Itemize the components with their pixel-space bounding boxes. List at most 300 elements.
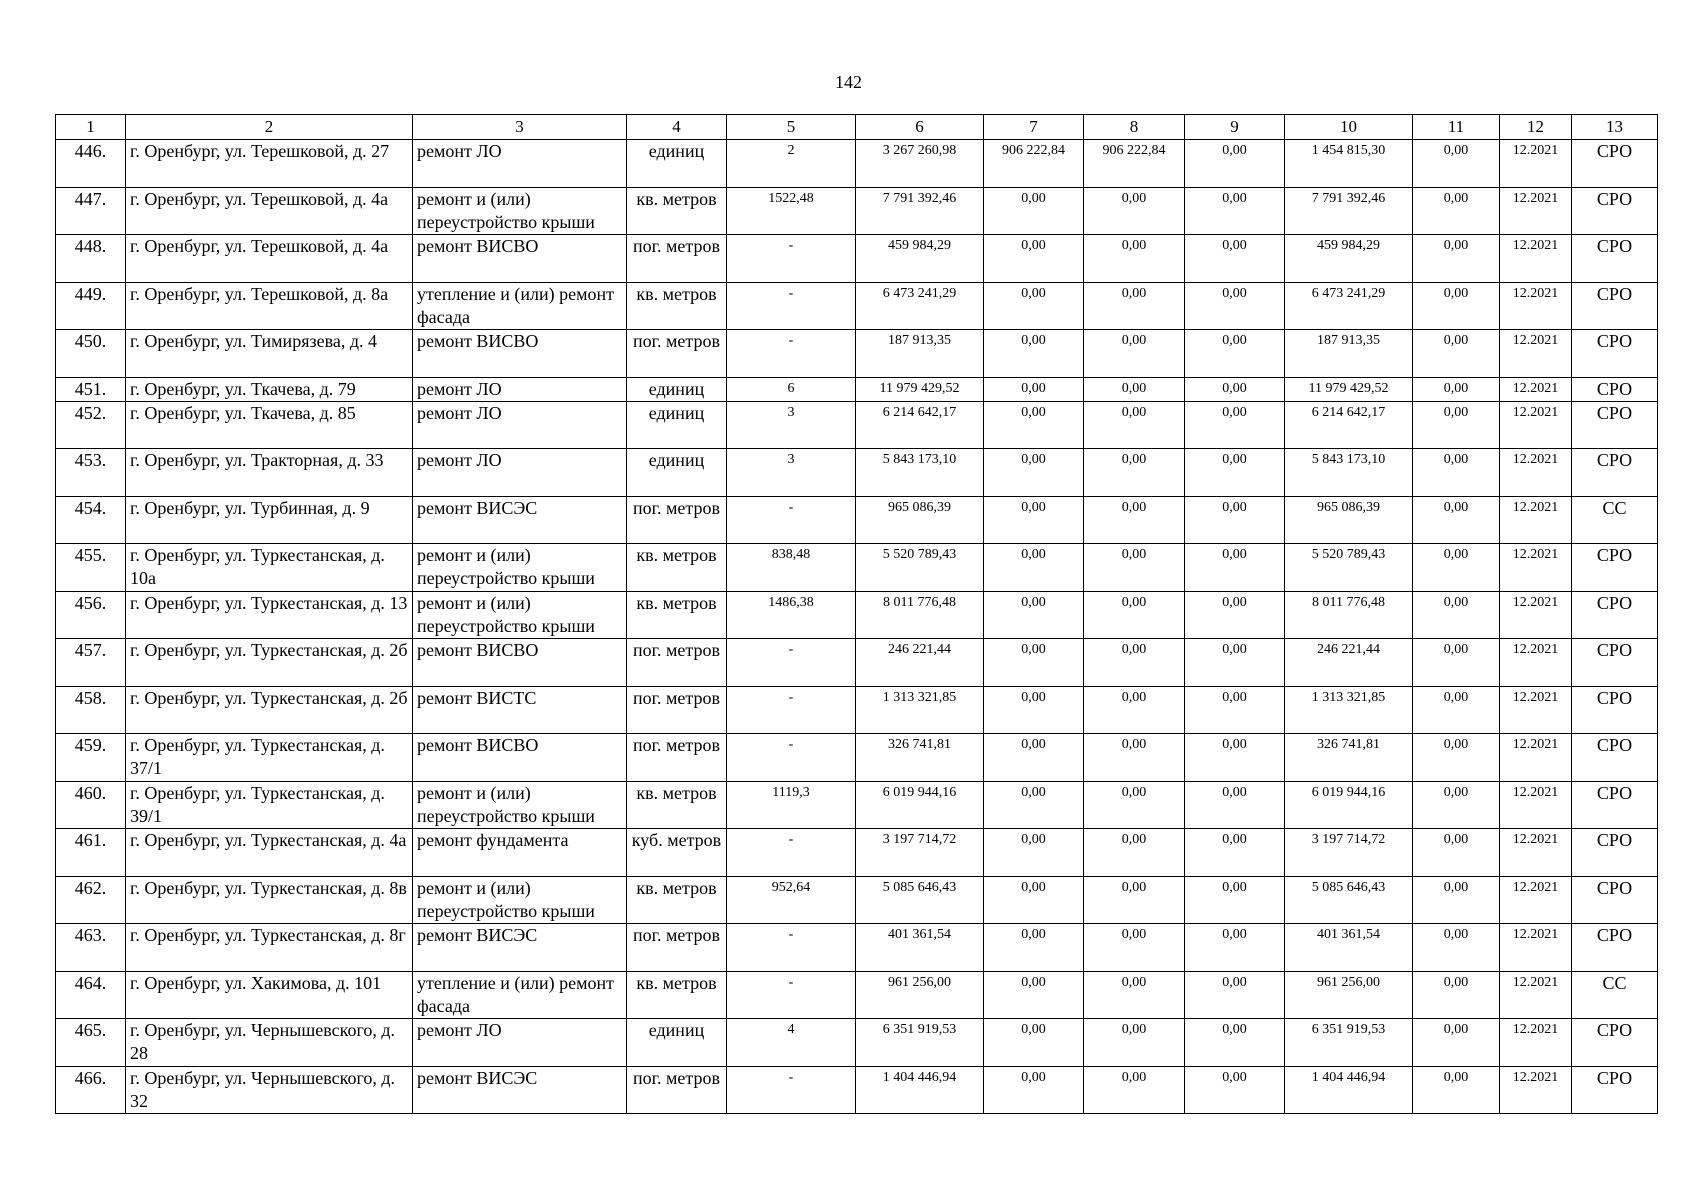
cost-col7-cell: 0,00 (984, 924, 1084, 972)
quantity-cell: 838,48 (727, 544, 856, 592)
unit-cell: единиц (627, 401, 727, 449)
quantity-cell: - (727, 496, 856, 544)
cost-col9-cell: 0,00 (1185, 639, 1285, 687)
work-type-cell: ремонт ВИСВО (413, 639, 627, 687)
cost-col11-cell: 0,00 (1413, 187, 1500, 235)
cost-col9-cell: 0,00 (1185, 781, 1285, 829)
method-code-cell: СРО (1572, 829, 1658, 877)
header-row (56, 115, 1658, 140)
cost-col11-cell: 0,00 (1413, 1066, 1500, 1114)
cost-col9-cell: 0,00 (1185, 235, 1285, 283)
completion-date-cell: 12.2021 (1500, 876, 1572, 924)
column-header: 2 (126, 115, 413, 140)
quantity-cell: - (727, 330, 856, 378)
cost-col7-cell: 0,00 (984, 876, 1084, 924)
unit-cell: кв. метров (627, 591, 727, 639)
cost-col11-cell: 0,00 (1413, 591, 1500, 639)
method-code-cell: СРО (1572, 924, 1658, 972)
work-type-cell: ремонт и (или) переустройство крыши (413, 591, 627, 639)
cost-col11-cell: 0,00 (1413, 971, 1500, 1019)
table-row (56, 686, 1658, 734)
total-cost-cell: 6 214 642,17 (856, 401, 984, 449)
unit-cell: кв. метров (627, 282, 727, 330)
cost-col10-cell: 965 086,39 (1285, 496, 1413, 544)
cost-col11-cell: 0,00 (1413, 924, 1500, 972)
address-cell: г. Оренбург, ул. Туркестанская, д. 10а (126, 544, 413, 592)
column-header: 9 (1185, 115, 1285, 140)
row-number: 448. (56, 235, 126, 283)
completion-date-cell: 12.2021 (1500, 1019, 1572, 1067)
address-cell: г. Оренбург, ул. Туркестанская, д. 2б (126, 686, 413, 734)
row-number: 455. (56, 544, 126, 592)
total-cost-cell: 965 086,39 (856, 496, 984, 544)
unit-cell: куб. метров (627, 829, 727, 877)
unit-cell: пог. метров (627, 496, 727, 544)
address-cell: г. Оренбург, ул. Туркестанская, д. 37/1 (126, 734, 413, 782)
cost-col7-cell: 0,00 (984, 1066, 1084, 1114)
quantity-cell: - (727, 829, 856, 877)
unit-cell: пог. метров (627, 235, 727, 283)
method-code-cell: СРО (1572, 282, 1658, 330)
cost-col7-cell: 0,00 (984, 401, 1084, 449)
column-header: 12 (1500, 115, 1572, 140)
address-cell: г. Оренбург, ул. Чернышевского, д. 32 (126, 1066, 413, 1114)
cost-col10-cell: 1 404 446,94 (1285, 1066, 1413, 1114)
unit-cell: пог. метров (627, 639, 727, 687)
address-cell: г. Оренбург, ул. Хакимова, д. 101 (126, 971, 413, 1019)
quantity-cell: 952,64 (727, 876, 856, 924)
table-row (56, 639, 1658, 687)
total-cost-cell: 5 843 173,10 (856, 449, 984, 497)
address-cell: г. Оренбург, ул. Терешковой, д. 27 (126, 140, 413, 188)
cost-col7-cell: 0,00 (984, 591, 1084, 639)
cost-col8-cell: 0,00 (1084, 591, 1185, 639)
column-header: 4 (627, 115, 727, 140)
work-type-cell: ремонт ВИСВО (413, 235, 627, 283)
row-number: 459. (56, 734, 126, 782)
address-cell: г. Оренбург, ул. Туркестанская, д. 39/1 (126, 781, 413, 829)
cost-col8-cell: 0,00 (1084, 187, 1185, 235)
page-number: 142 (835, 72, 862, 92)
cost-col11-cell: 0,00 (1413, 639, 1500, 687)
completion-date-cell: 12.2021 (1500, 377, 1572, 401)
method-code-cell: СС (1572, 971, 1658, 1019)
address-cell: г. Оренбург, ул. Терешковой, д. 8а (126, 282, 413, 330)
table-row (56, 734, 1658, 782)
total-cost-cell: 1 313 321,85 (856, 686, 984, 734)
column-header: 13 (1572, 115, 1658, 140)
total-cost-cell: 5 085 646,43 (856, 876, 984, 924)
cost-col9-cell: 0,00 (1185, 686, 1285, 734)
cost-col8-cell: 0,00 (1084, 876, 1185, 924)
work-type-cell: ремонт ЛО (413, 1019, 627, 1067)
address-cell: г. Оренбург, ул. Туркестанская, д. 8в (126, 876, 413, 924)
cost-col9-cell: 0,00 (1185, 330, 1285, 378)
quantity-cell: - (727, 971, 856, 1019)
work-type-cell: ремонт ВИСЭС (413, 924, 627, 972)
completion-date-cell: 12.2021 (1500, 639, 1572, 687)
completion-date-cell: 12.2021 (1500, 449, 1572, 497)
row-number: 457. (56, 639, 126, 687)
column-header: 10 (1285, 115, 1413, 140)
method-code-cell: СРО (1572, 235, 1658, 283)
table-row (56, 449, 1658, 497)
row-number: 466. (56, 1066, 126, 1114)
quantity-cell: - (727, 734, 856, 782)
table-row (56, 1066, 1658, 1114)
address-cell: г. Оренбург, ул. Тимирязева, д. 4 (126, 330, 413, 378)
method-code-cell: СРО (1572, 330, 1658, 378)
cost-col11-cell: 0,00 (1413, 686, 1500, 734)
table-row (56, 401, 1658, 449)
cost-col7-cell: 0,00 (984, 235, 1084, 283)
column-header: 7 (984, 115, 1084, 140)
cost-col9-cell: 0,00 (1185, 282, 1285, 330)
method-code-cell: СРО (1572, 377, 1658, 401)
total-cost-cell: 3 197 714,72 (856, 829, 984, 877)
completion-date-cell: 12.2021 (1500, 496, 1572, 544)
row-number: 452. (56, 401, 126, 449)
table-row (56, 971, 1658, 1019)
method-code-cell: СРО (1572, 734, 1658, 782)
cost-col7-cell: 0,00 (984, 734, 1084, 782)
cost-col10-cell: 326 741,81 (1285, 734, 1413, 782)
cost-col10-cell: 5 843 173,10 (1285, 449, 1413, 497)
cost-col8-cell: 906 222,84 (1084, 140, 1185, 188)
cost-col8-cell: 0,00 (1084, 377, 1185, 401)
method-code-cell: СС (1572, 496, 1658, 544)
cost-col10-cell: 6 214 642,17 (1285, 401, 1413, 449)
unit-cell: единиц (627, 449, 727, 497)
quantity-cell: 3 (727, 401, 856, 449)
row-number: 463. (56, 924, 126, 972)
work-type-cell: ремонт ЛО (413, 401, 627, 449)
cost-col7-cell: 0,00 (984, 639, 1084, 687)
cost-col7-cell: 0,00 (984, 544, 1084, 592)
work-type-cell: ремонт и (или) переустройство крыши (413, 876, 627, 924)
column-header: 6 (856, 115, 984, 140)
total-cost-cell: 8 011 776,48 (856, 591, 984, 639)
quantity-cell: - (727, 686, 856, 734)
table-row (56, 496, 1658, 544)
cost-col7-cell: 0,00 (984, 686, 1084, 734)
cost-col10-cell: 246 221,44 (1285, 639, 1413, 687)
work-type-cell: ремонт фундамента (413, 829, 627, 877)
row-number: 446. (56, 140, 126, 188)
cost-col10-cell: 8 011 776,48 (1285, 591, 1413, 639)
cost-col10-cell: 6 019 944,16 (1285, 781, 1413, 829)
cost-col8-cell: 0,00 (1084, 496, 1185, 544)
cost-col8-cell: 0,00 (1084, 544, 1185, 592)
cost-col8-cell: 0,00 (1084, 1066, 1185, 1114)
cost-col9-cell: 0,00 (1185, 1019, 1285, 1067)
cost-col10-cell: 7 791 392,46 (1285, 187, 1413, 235)
completion-date-cell: 12.2021 (1500, 686, 1572, 734)
cost-col8-cell: 0,00 (1084, 401, 1185, 449)
unit-cell: пог. метров (627, 734, 727, 782)
work-type-cell: ремонт и (или) переустройство крыши (413, 187, 627, 235)
quantity-cell: 1522,48 (727, 187, 856, 235)
work-type-cell: ремонт и (или) переустройство крыши (413, 544, 627, 592)
table-row (56, 1019, 1658, 1067)
cost-col9-cell: 0,00 (1185, 496, 1285, 544)
unit-cell: пог. метров (627, 686, 727, 734)
cost-col10-cell: 6 473 241,29 (1285, 282, 1413, 330)
column-header: 11 (1413, 115, 1500, 140)
unit-cell: кв. метров (627, 781, 727, 829)
total-cost-cell: 961 256,00 (856, 971, 984, 1019)
cost-col8-cell: 0,00 (1084, 971, 1185, 1019)
table-row (56, 924, 1658, 972)
work-type-cell: ремонт ВИСТС (413, 686, 627, 734)
quantity-cell: 1119,3 (727, 781, 856, 829)
quantity-cell: - (727, 1066, 856, 1114)
cost-col9-cell: 0,00 (1185, 971, 1285, 1019)
cost-col11-cell: 0,00 (1413, 496, 1500, 544)
total-cost-cell: 11 979 429,52 (856, 377, 984, 401)
cost-col7-cell: 0,00 (984, 781, 1084, 829)
cost-col11-cell: 0,00 (1413, 377, 1500, 401)
total-cost-cell: 3 267 260,98 (856, 140, 984, 188)
quantity-cell: - (727, 282, 856, 330)
total-cost-cell: 401 361,54 (856, 924, 984, 972)
completion-date-cell: 12.2021 (1500, 924, 1572, 972)
address-cell: г. Оренбург, ул. Терешковой, д. 4а (126, 235, 413, 283)
total-cost-cell: 7 791 392,46 (856, 187, 984, 235)
row-number: 453. (56, 449, 126, 497)
cost-col9-cell: 0,00 (1185, 829, 1285, 877)
cost-col11-cell: 0,00 (1413, 401, 1500, 449)
cost-col9-cell: 0,00 (1185, 449, 1285, 497)
table-row (56, 140, 1658, 188)
address-cell: г. Оренбург, ул. Туркестанская, д. 2б (126, 639, 413, 687)
cost-col11-cell: 0,00 (1413, 734, 1500, 782)
work-type-cell: ремонт ЛО (413, 377, 627, 401)
cost-col8-cell: 0,00 (1084, 829, 1185, 877)
cost-col9-cell: 0,00 (1185, 876, 1285, 924)
table-row (56, 781, 1658, 829)
cost-col8-cell: 0,00 (1084, 781, 1185, 829)
completion-date-cell: 12.2021 (1500, 330, 1572, 378)
cost-col8-cell: 0,00 (1084, 734, 1185, 782)
address-cell: г. Оренбург, ул. Чернышевского, д. 28 (126, 1019, 413, 1067)
cost-col11-cell: 0,00 (1413, 829, 1500, 877)
address-cell: г. Оренбург, ул. Терешковой, д. 4а (126, 187, 413, 235)
work-type-cell: ремонт ЛО (413, 140, 627, 188)
method-code-cell: СРО (1572, 1019, 1658, 1067)
cost-col10-cell: 187 913,35 (1285, 330, 1413, 378)
quantity-cell: 6 (727, 377, 856, 401)
cost-col8-cell: 0,00 (1084, 330, 1185, 378)
unit-cell: единиц (627, 140, 727, 188)
method-code-cell: СРО (1572, 401, 1658, 449)
address-cell: г. Оренбург, ул. Туркестанская, д. 13 (126, 591, 413, 639)
completion-date-cell: 12.2021 (1500, 734, 1572, 782)
method-code-cell: СРО (1572, 639, 1658, 687)
method-code-cell: СРО (1572, 140, 1658, 188)
completion-date-cell: 12.2021 (1500, 1066, 1572, 1114)
cost-col8-cell: 0,00 (1084, 282, 1185, 330)
cost-col9-cell: 0,00 (1185, 401, 1285, 449)
completion-date-cell: 12.2021 (1500, 187, 1572, 235)
quantity-cell: 1486,38 (727, 591, 856, 639)
row-number: 460. (56, 781, 126, 829)
unit-cell: пог. метров (627, 1066, 727, 1114)
cost-col8-cell: 0,00 (1084, 639, 1185, 687)
total-cost-cell: 326 741,81 (856, 734, 984, 782)
column-header: 5 (727, 115, 856, 140)
quantity-cell: 4 (727, 1019, 856, 1067)
total-cost-cell: 6 351 919,53 (856, 1019, 984, 1067)
completion-date-cell: 12.2021 (1500, 235, 1572, 283)
address-cell: г. Оренбург, ул. Ткачева, д. 79 (126, 377, 413, 401)
row-number: 449. (56, 282, 126, 330)
table-row (56, 829, 1658, 877)
cost-col11-cell: 0,00 (1413, 330, 1500, 378)
address-cell: г. Оренбург, ул. Туркестанская, д. 8г (126, 924, 413, 972)
cost-col10-cell: 11 979 429,52 (1285, 377, 1413, 401)
cost-col9-cell: 0,00 (1185, 377, 1285, 401)
cost-col7-cell: 0,00 (984, 330, 1084, 378)
capital-repair-table (55, 114, 1658, 1114)
table-row (56, 876, 1658, 924)
table-row (56, 330, 1658, 378)
completion-date-cell: 12.2021 (1500, 401, 1572, 449)
cost-col10-cell: 1 454 815,30 (1285, 140, 1413, 188)
cost-col10-cell: 459 984,29 (1285, 235, 1413, 283)
total-cost-cell: 1 404 446,94 (856, 1066, 984, 1114)
address-cell: г. Оренбург, ул. Турбинная, д. 9 (126, 496, 413, 544)
work-type-cell: ремонт ЛО (413, 449, 627, 497)
completion-date-cell: 12.2021 (1500, 140, 1572, 188)
unit-cell: кв. метров (627, 971, 727, 1019)
address-cell: г. Оренбург, ул. Тракторная, д. 33 (126, 449, 413, 497)
method-code-cell: СРО (1572, 187, 1658, 235)
cost-col7-cell: 906 222,84 (984, 140, 1084, 188)
work-type-cell: ремонт ВИСВО (413, 330, 627, 378)
cost-col8-cell: 0,00 (1084, 449, 1185, 497)
cost-col9-cell: 0,00 (1185, 544, 1285, 592)
cost-col10-cell: 1 313 321,85 (1285, 686, 1413, 734)
cost-col9-cell: 0,00 (1185, 1066, 1285, 1114)
table-row (56, 544, 1658, 592)
method-code-cell: СРО (1572, 449, 1658, 497)
cost-col8-cell: 0,00 (1084, 1019, 1185, 1067)
cost-col7-cell: 0,00 (984, 971, 1084, 1019)
quantity-cell: 2 (727, 140, 856, 188)
quantity-cell: - (727, 924, 856, 972)
completion-date-cell: 12.2021 (1500, 781, 1572, 829)
cost-col9-cell: 0,00 (1185, 187, 1285, 235)
total-cost-cell: 5 520 789,43 (856, 544, 984, 592)
work-type-cell: ремонт ВИСЭС (413, 496, 627, 544)
work-type-cell: утепление и (или) ремонт фасада (413, 282, 627, 330)
cost-col8-cell: 0,00 (1084, 235, 1185, 283)
unit-cell: кв. метров (627, 544, 727, 592)
unit-cell: кв. метров (627, 876, 727, 924)
row-number: 461. (56, 829, 126, 877)
unit-cell: кв. метров (627, 187, 727, 235)
quantity-cell: - (727, 639, 856, 687)
method-code-cell: СРО (1572, 544, 1658, 592)
cost-col8-cell: 0,00 (1084, 686, 1185, 734)
cost-col7-cell: 0,00 (984, 496, 1084, 544)
cost-col10-cell: 961 256,00 (1285, 971, 1413, 1019)
row-number: 447. (56, 187, 126, 235)
method-code-cell: СРО (1572, 876, 1658, 924)
cost-col11-cell: 0,00 (1413, 544, 1500, 592)
work-type-cell: ремонт и (или) переустройство крыши (413, 781, 627, 829)
row-number: 451. (56, 377, 126, 401)
work-type-cell: ремонт ВИСВО (413, 734, 627, 782)
total-cost-cell: 187 913,35 (856, 330, 984, 378)
cost-col9-cell: 0,00 (1185, 734, 1285, 782)
cost-col7-cell: 0,00 (984, 829, 1084, 877)
cost-col7-cell: 0,00 (984, 449, 1084, 497)
cost-col10-cell: 6 351 919,53 (1285, 1019, 1413, 1067)
work-type-cell: ремонт ВИСЭС (413, 1066, 627, 1114)
unit-cell: единиц (627, 1019, 727, 1067)
cost-col10-cell: 3 197 714,72 (1285, 829, 1413, 877)
table-row (56, 235, 1658, 283)
cost-col7-cell: 0,00 (984, 187, 1084, 235)
quantity-cell: 3 (727, 449, 856, 497)
cost-col10-cell: 401 361,54 (1285, 924, 1413, 972)
cost-col10-cell: 5 520 789,43 (1285, 544, 1413, 592)
table-row (56, 282, 1658, 330)
cost-col10-cell: 5 085 646,43 (1285, 876, 1413, 924)
quantity-cell: - (727, 235, 856, 283)
method-code-cell: СРО (1572, 591, 1658, 639)
cost-col9-cell: 0,00 (1185, 591, 1285, 639)
cost-col7-cell: 0,00 (984, 282, 1084, 330)
method-code-cell: СРО (1572, 1066, 1658, 1114)
row-number: 458. (56, 686, 126, 734)
table-row (56, 591, 1658, 639)
table-row (56, 187, 1658, 235)
unit-cell: единиц (627, 377, 727, 401)
cost-col7-cell: 0,00 (984, 1019, 1084, 1067)
cost-col11-cell: 0,00 (1413, 876, 1500, 924)
address-cell: г. Оренбург, ул. Ткачева, д. 85 (126, 401, 413, 449)
total-cost-cell: 246 221,44 (856, 639, 984, 687)
total-cost-cell: 459 984,29 (856, 235, 984, 283)
cost-col9-cell: 0,00 (1185, 924, 1285, 972)
cost-col9-cell: 0,00 (1185, 140, 1285, 188)
completion-date-cell: 12.2021 (1500, 544, 1572, 592)
work-type-cell: утепление и (или) ремонт фасада (413, 971, 627, 1019)
cost-col11-cell: 0,00 (1413, 781, 1500, 829)
unit-cell: пог. метров (627, 924, 727, 972)
table-row (56, 377, 1658, 401)
total-cost-cell: 6 473 241,29 (856, 282, 984, 330)
column-header: 1 (56, 115, 126, 140)
cost-col8-cell: 0,00 (1084, 924, 1185, 972)
cost-col7-cell: 0,00 (984, 377, 1084, 401)
completion-date-cell: 12.2021 (1500, 971, 1572, 1019)
completion-date-cell: 12.2021 (1500, 282, 1572, 330)
row-number: 464. (56, 971, 126, 1019)
column-header: 3 (413, 115, 627, 140)
cost-col11-cell: 0,00 (1413, 282, 1500, 330)
method-code-cell: СРО (1572, 781, 1658, 829)
column-header: 8 (1084, 115, 1185, 140)
completion-date-cell: 12.2021 (1500, 829, 1572, 877)
cost-col11-cell: 0,00 (1413, 449, 1500, 497)
row-number: 465. (56, 1019, 126, 1067)
cost-col11-cell: 0,00 (1413, 1019, 1500, 1067)
row-number: 456. (56, 591, 126, 639)
